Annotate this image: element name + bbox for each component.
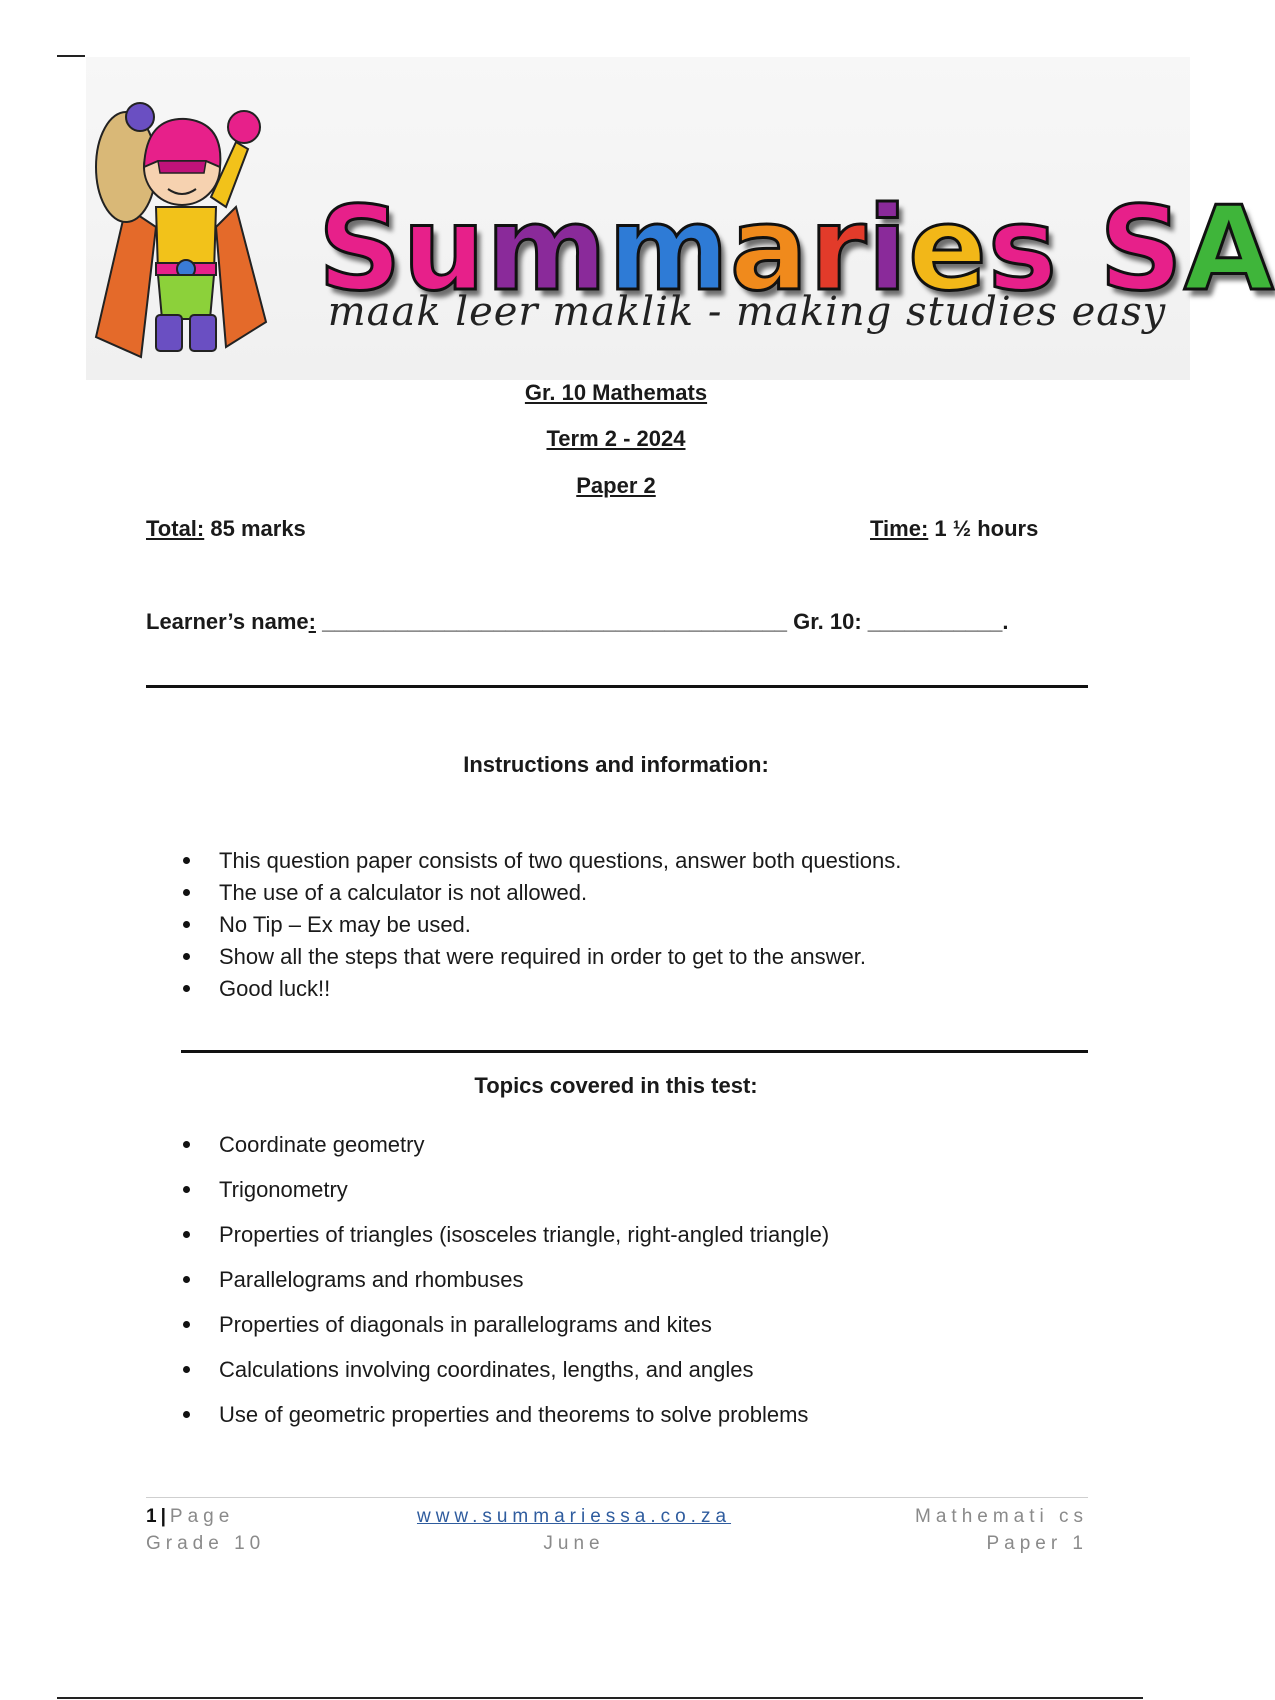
footer-paper: Paper 1 (986, 1533, 1088, 1554)
grade-label: Gr. 10: (793, 609, 862, 634)
list-item: Parallelograms and rhombuses (183, 1257, 829, 1302)
brand-letter: m (486, 182, 609, 317)
footer-center (398, 1503, 750, 1557)
list-item: Show all the steps that were required in order to get to the answer. (183, 941, 901, 973)
list-item: Good luck!! (183, 973, 901, 1005)
superhero-mascot-icon (86, 57, 326, 380)
list-item: Properties of triangles (isosceles triangle, right-angled triangle) (183, 1212, 829, 1257)
footer-left: 1 | Page Grade 10 (146, 1503, 265, 1557)
brand-letter: A (1183, 182, 1275, 317)
learner-details-row (146, 609, 1008, 635)
brand-letter: S (318, 182, 403, 317)
list-item: Calculations involving coordinates, lengths, and angles (183, 1347, 829, 1392)
paper-title: Paper 2 (576, 473, 656, 498)
term-title: Term 2 - 2024 (546, 426, 686, 451)
list-item: Trigonometry (183, 1167, 829, 1212)
brand-letter: s (987, 182, 1058, 317)
grade-blank[interactable]: ___________. (867, 609, 1009, 634)
list-item: Properties of diagonals in parallelograms and kites (183, 1302, 829, 1347)
top-corner-mark (57, 55, 85, 57)
section-divider (146, 685, 1088, 688)
footer-month: June (543, 1533, 605, 1554)
topics-list (183, 1122, 829, 1437)
page-number: 1 (146, 1506, 157, 1527)
list-item: No Tip – Ex may be used. (183, 909, 901, 941)
footer-right (840, 1503, 1088, 1557)
bottom-page-rule (57, 1697, 1143, 1699)
website-link[interactable]: www.summariessa.co.za (416, 1506, 732, 1527)
brand-letter: m (608, 182, 730, 317)
subject-title: Gr. 10 Mathemats (524, 380, 708, 405)
total-label: Total: (146, 516, 205, 541)
footer-divider (146, 1497, 1088, 1498)
instructions-list (183, 845, 901, 1005)
footer-grade: Grade 10 (146, 1533, 266, 1554)
list-item: The use of a calculator is not allowed. (183, 877, 901, 909)
footer-subject: Mathemati cs (915, 1506, 1088, 1527)
instructions-heading: Instructions and information: (463, 752, 769, 777)
list-item: Coordinate geometry (183, 1122, 829, 1167)
total-value: 85 marks (210, 516, 306, 541)
list-item: Use of geometric properties and theorems to solve problems (183, 1392, 829, 1437)
total-marks (146, 516, 306, 542)
time-value: 1 ½ hours (934, 516, 1039, 541)
header-banner (86, 57, 1275, 380)
learner-name-blank[interactable]: ______________________________________ (322, 609, 788, 634)
time-allowed (870, 516, 1038, 542)
brand-letter: e (908, 182, 988, 317)
section-divider (181, 1050, 1088, 1053)
page-label: Page (169, 1506, 235, 1527)
brand-letter: i (867, 182, 909, 317)
brand-letter: S (1099, 182, 1184, 317)
brand-letter: r (809, 182, 868, 317)
brand-tagline: maak leer maklik - making studies easy (327, 289, 1167, 335)
brand-letter: u (402, 182, 487, 317)
learner-name-label: Learner’s name (146, 609, 309, 634)
time-label: Time: (870, 516, 929, 541)
topics-heading: Topics covered in this test: (474, 1073, 758, 1098)
brand-letter: a (729, 182, 810, 317)
learner-name-colon: : (308, 609, 316, 634)
list-item: This question paper consists of two questions, answer both questions. (183, 845, 901, 877)
